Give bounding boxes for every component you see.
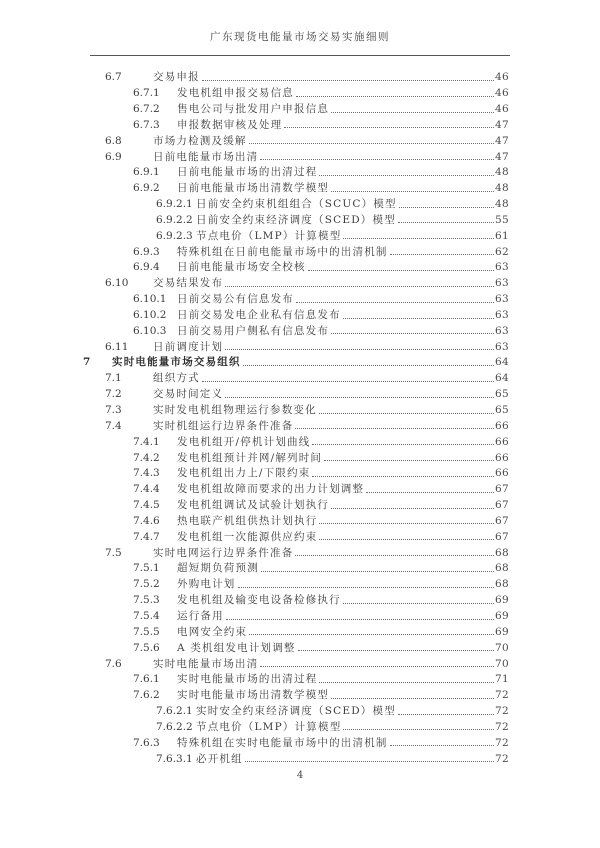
toc-entry-number: 7.1 [105, 372, 122, 385]
dot-leader [284, 127, 494, 128]
dot-leader [202, 80, 494, 81]
toc-entry-number: 7.5.3 [133, 594, 160, 607]
toc-entry-title: 发电机组及输变电设备检修执行 [177, 594, 341, 607]
dot-leader [312, 444, 494, 445]
toc-entry-title: 实时机组运行边界条件准备 [153, 419, 294, 432]
toc-entry-number: 7.5.6 [133, 641, 160, 654]
dot-leader [298, 650, 494, 651]
toc-entry-page: 46 [495, 71, 509, 84]
toc-entry[interactable] [83, 386, 509, 402]
toc-entry-number: 7.6.2.2 [156, 720, 193, 733]
toc-entry-page: 62 [495, 245, 509, 258]
toc-entry-title: A 类机组发电计划调整 [177, 641, 296, 654]
dot-leader [331, 333, 494, 334]
toc-entry-number: 7.6.2 [133, 689, 160, 702]
toc-entry[interactable] [83, 639, 509, 655]
dot-leader [343, 729, 494, 730]
toc-entry-page: 48 [495, 182, 509, 195]
toc-entry-title: 申报数据审核及处理 [177, 118, 283, 131]
dot-leader [390, 745, 494, 746]
toc-entry[interactable] [83, 323, 509, 339]
dot-leader [296, 302, 494, 303]
dot-leader [324, 460, 494, 461]
dot-leader [202, 381, 494, 382]
toc-entry-page: 47 [495, 150, 509, 163]
toc-entry[interactable] [83, 719, 509, 735]
toc-entry[interactable] [83, 592, 509, 608]
toc-entry-title: 发电机组一次能源供应约束 [177, 530, 318, 543]
dot-leader [295, 428, 494, 429]
toc-entry-page: 65 [495, 388, 509, 401]
toc-entry-title: 特殊机组在日前电能量市场中的出清机制 [177, 245, 388, 258]
toc-entry-number: 7.4.6 [133, 514, 160, 527]
dot-leader [225, 397, 494, 398]
toc-entry-number: 7.5.4 [133, 609, 160, 622]
toc-entry[interactable] [83, 69, 509, 85]
toc-entry-title: 节点电价（LMP）计算模型 [196, 720, 342, 733]
toc-entry-title: 市场力检测及缓解 [153, 134, 247, 147]
toc-entry-number: 6.7.1 [133, 87, 160, 100]
dot-leader [319, 682, 494, 683]
toc-entry-number: 7.6.3.1 [156, 752, 193, 765]
toc-entry-title: 实时电能量市场出清数学模型 [177, 689, 330, 702]
toc-entry[interactable] [83, 433, 509, 449]
toc-entry-page: 61 [495, 229, 509, 242]
toc-list [83, 69, 509, 766]
dot-leader [331, 698, 494, 699]
toc-entry[interactable] [83, 687, 509, 703]
toc-entry-number: 7.6.1 [133, 673, 160, 686]
toc-entry-page: 67 [495, 499, 509, 512]
toc-entry-number: 6.9.2.2 [156, 213, 193, 226]
toc-entry[interactable] [83, 212, 509, 228]
toc-entry[interactable] [83, 180, 509, 196]
toc-entry-page: 63 [495, 308, 509, 321]
toc-entry-number: 6.9.2.1 [156, 198, 193, 211]
toc-entry-page: 69 [495, 625, 509, 638]
dot-leader [245, 761, 494, 762]
toc-entry-page: 72 [495, 720, 509, 733]
toc-entry-page: 68 [495, 546, 509, 559]
toc-entry[interactable] [83, 544, 509, 560]
toc-entry[interactable] [83, 275, 509, 291]
toc-entry[interactable] [83, 703, 509, 719]
toc-entry[interactable] [83, 734, 509, 750]
page-number: 4 [296, 770, 304, 781]
toc-entry-number: 6.9.3 [133, 245, 160, 258]
toc-entry-number: 7.5.1 [133, 562, 160, 575]
header-rule [90, 55, 510, 56]
toc-entry-page: 63 [495, 324, 509, 337]
toc-entry[interactable] [83, 402, 509, 418]
toc-entry-number: 6.7 [105, 71, 122, 84]
toc-entry-title: 发电机组故障而要求的出力计划调整 [177, 483, 365, 496]
toc-entry-number: 7.4.7 [133, 530, 160, 543]
toc-entry-number: 7.4.1 [133, 435, 160, 448]
toc-entry-number: 6.10.2 [133, 308, 167, 321]
toc-entry[interactable] [83, 243, 509, 259]
toc-entry-page: 72 [495, 705, 509, 718]
toc-entry-page: 55 [495, 213, 509, 226]
toc-entry[interactable] [83, 750, 509, 766]
dot-leader [261, 571, 494, 572]
toc-entry-title: 日前调度计划 [153, 340, 224, 353]
toc-entry-number: 7.6 [105, 657, 122, 670]
toc-entry-number: 6.10.1 [133, 293, 167, 306]
dot-leader [226, 619, 494, 620]
toc-entry[interactable] [83, 481, 509, 497]
toc-entry-title: 发电机组预计并网/解列时间 [177, 451, 323, 464]
toc-entry[interactable] [83, 307, 509, 323]
toc-entry-page: 66 [495, 451, 509, 464]
toc-entry[interactable] [83, 449, 509, 465]
dot-leader [249, 634, 494, 635]
toc-entry-title: 实时电能量市场交易组织 [112, 356, 241, 369]
toc-entry-title: 运行备用 [177, 609, 224, 622]
toc-entry-number: 7.2 [105, 388, 122, 401]
dot-leader [331, 191, 494, 192]
dot-leader [398, 222, 494, 223]
toc-entry-number: 6.9 [105, 150, 122, 163]
toc-entry-page: 67 [495, 514, 509, 527]
toc-entry-title: 实时电能量市场出清 [153, 657, 259, 670]
toc-entry-number: 6.7.2 [133, 102, 160, 115]
dot-leader [225, 349, 494, 350]
toc-entry-page: 69 [495, 594, 509, 607]
toc-entry-title: 热电联产机组供热计划执行 [177, 514, 318, 527]
toc-entry-title: 必开机组 [196, 752, 243, 765]
dot-leader [319, 539, 494, 540]
toc-entry[interactable] [83, 418, 509, 434]
toc-entry-page: 63 [495, 340, 509, 353]
toc-entry[interactable] [83, 227, 509, 243]
toc-entry-title: 日前电能量市场的出清过程 [177, 166, 318, 179]
toc-entry-number: 6.7.3 [133, 118, 160, 131]
toc-entry[interactable] [83, 528, 509, 544]
dot-leader [331, 508, 494, 509]
toc-entry[interactable] [83, 655, 509, 671]
dot-leader [343, 603, 494, 604]
toc-entry-title: 交易时间定义 [153, 388, 224, 401]
toc-entry-title: 交易申报 [153, 71, 200, 84]
toc-entry[interactable] [83, 148, 509, 164]
toc-entry-title: 特殊机组在实时电能量市场中的出清机制 [177, 736, 388, 749]
toc-entry-title: 日前电能量市场安全校核 [177, 261, 306, 274]
toc-entry-page: 46 [495, 87, 509, 100]
toc-entry-number: 7.6.3 [133, 736, 160, 749]
toc-entry-title: 实时电网运行边界条件准备 [153, 546, 294, 559]
toc-entry-title: 发电机组调试及试验计划执行 [177, 499, 330, 512]
dot-leader [260, 159, 494, 160]
toc-entry[interactable] [83, 291, 509, 307]
toc-entry-page: 46 [495, 102, 509, 115]
toc-entry-page: 69 [495, 609, 509, 622]
toc-entry[interactable] [83, 338, 509, 354]
toc-entry-title: 实时电能量市场的出清过程 [177, 673, 318, 686]
toc-entry-page: 72 [495, 752, 509, 765]
toc-entry-page: 71 [495, 673, 509, 686]
toc-entry-title: 节点电价（LMP）计算模型 [196, 229, 342, 242]
toc-entry-page: 66 [495, 419, 509, 432]
toc-entry-number: 7 [83, 356, 91, 369]
toc-entry-page: 64 [495, 356, 509, 369]
toc-entry-page: 48 [495, 198, 509, 211]
toc-entry[interactable] [83, 85, 509, 101]
toc-entry-number: 7.4 [105, 419, 122, 432]
toc-entry-page: 68 [495, 578, 509, 591]
dot-leader [366, 492, 494, 493]
toc-entry-title: 日前交易发电企业私有信息发布 [177, 308, 341, 321]
toc-entry-page: 63 [495, 261, 509, 274]
dot-leader [343, 318, 494, 319]
toc-entry[interactable] [83, 354, 509, 370]
toc-entry-page: 68 [495, 562, 509, 575]
toc-entry-title: 日前电能量市场出清 [153, 150, 259, 163]
toc-entry[interactable] [83, 132, 509, 148]
toc-entry-title: 实时安全约束经济调度（SCED）模型 [196, 705, 396, 718]
toc-entry-number: 7.3 [105, 404, 122, 416]
toc-entry-title: 实时发电机组物理运行参数变化 [153, 404, 317, 416]
toc-entry-page: 64 [495, 372, 509, 385]
toc-entry-number: 6.9.2 [133, 182, 160, 195]
toc-entry-page: 70 [495, 641, 509, 654]
toc-entry[interactable] [83, 671, 509, 687]
toc-entry-page: 72 [495, 689, 509, 702]
toc-entry-title: 日前安全约束机组组合（SCUC）模型 [196, 198, 397, 211]
toc-entry-number: 6.9.1 [133, 166, 160, 179]
toc-entry-title: 日前安全约束经济调度（SCED）模型 [196, 213, 396, 226]
toc-entry[interactable] [83, 117, 509, 133]
toc-entry-number: 6.11 [105, 340, 129, 353]
toc-entry-title: 电网安全约束 [177, 625, 248, 638]
toc-entry[interactable] [83, 465, 509, 481]
toc-entry-number: 6.8 [105, 134, 122, 147]
toc-entry-title: 超短期负荷预测 [177, 562, 259, 575]
dot-leader [308, 270, 494, 271]
toc-entry-title: 发电机组出力上/下限约束 [177, 467, 311, 480]
toc-entry-number: 7.5.2 [133, 578, 160, 591]
toc-entry[interactable] [83, 576, 509, 592]
toc-entry-page: 65 [495, 404, 509, 416]
toc-entry-page: 67 [495, 483, 509, 496]
toc-entry-title: 外购电计划 [177, 578, 236, 591]
dot-leader [319, 175, 494, 176]
dot-leader [343, 238, 494, 239]
dot-leader [398, 714, 494, 715]
toc-entry[interactable] [83, 101, 509, 117]
toc-entry-number: 7.4.3 [133, 467, 160, 480]
toc-entry-page: 66 [495, 435, 509, 448]
toc-entry-page: 66 [495, 467, 509, 480]
toc-entry[interactable] [83, 513, 509, 529]
toc-entry-number: 7.5.5 [133, 625, 160, 638]
toc-entry-title: 组织方式 [153, 372, 200, 385]
toc-entry-title: 日前电能量市场出清数学模型 [177, 182, 330, 195]
toc-entry-title: 日前交易用户侧私有信息发布 [177, 324, 330, 337]
toc-entry-page: 70 [495, 657, 509, 670]
toc-entry-number: 6.10.3 [133, 324, 167, 337]
dot-leader [312, 476, 494, 477]
toc-entry[interactable] [83, 560, 509, 576]
toc-entry[interactable] [83, 497, 509, 513]
toc-entry-title: 发电机组申报交易信息 [177, 87, 294, 100]
toc-entry[interactable] [83, 259, 509, 275]
dot-leader [296, 96, 494, 97]
dot-leader [225, 286, 494, 287]
dot-leader [249, 143, 494, 144]
toc-entry-number: 7.4.2 [133, 451, 160, 464]
toc-entry-page: 63 [495, 277, 509, 290]
toc-entry-number: 7.6.2.1 [156, 705, 193, 718]
toc-entry-number: 7.5 [105, 546, 122, 559]
toc-entry[interactable] [83, 196, 509, 212]
toc-entry[interactable] [83, 164, 509, 180]
dot-leader [331, 112, 494, 113]
toc-entry-title: 发电机组开/停机计划曲线 [177, 435, 311, 448]
toc-entry-number: 7.4.4 [133, 483, 160, 496]
dot-leader [260, 666, 494, 667]
toc-entry-page: 47 [495, 118, 509, 131]
document-header-title: 广东现货电能量市场交易实施细则 [210, 31, 390, 43]
dot-leader [319, 413, 494, 414]
dot-leader [238, 587, 495, 588]
toc-entry-number: 6.10 [105, 277, 129, 290]
toc-entry-page: 48 [495, 166, 509, 179]
toc-entry-number: 7.4.5 [133, 499, 160, 512]
dot-leader [295, 555, 494, 556]
toc-entry-number: 6.9.2.3 [156, 229, 193, 242]
toc-entry[interactable] [83, 608, 509, 624]
toc-entry-number: 6.9.4 [133, 261, 160, 274]
toc-entry[interactable] [83, 624, 509, 640]
toc-entry-page: 67 [495, 530, 509, 543]
toc-entry-page: 63 [495, 293, 509, 306]
toc-entry-page: 47 [495, 134, 509, 147]
dot-leader [399, 207, 494, 208]
dot-leader [319, 523, 494, 524]
dot-leader [243, 365, 494, 366]
toc-entry-page: 72 [495, 736, 509, 749]
toc-entry-title: 交易结果发布 [153, 277, 224, 290]
toc-entry-title: 日前交易公有信息发布 [177, 293, 294, 306]
toc-entry[interactable] [83, 370, 509, 386]
dot-leader [390, 254, 494, 255]
toc-entry-title: 售电公司与批发用户申报信息 [177, 102, 330, 115]
